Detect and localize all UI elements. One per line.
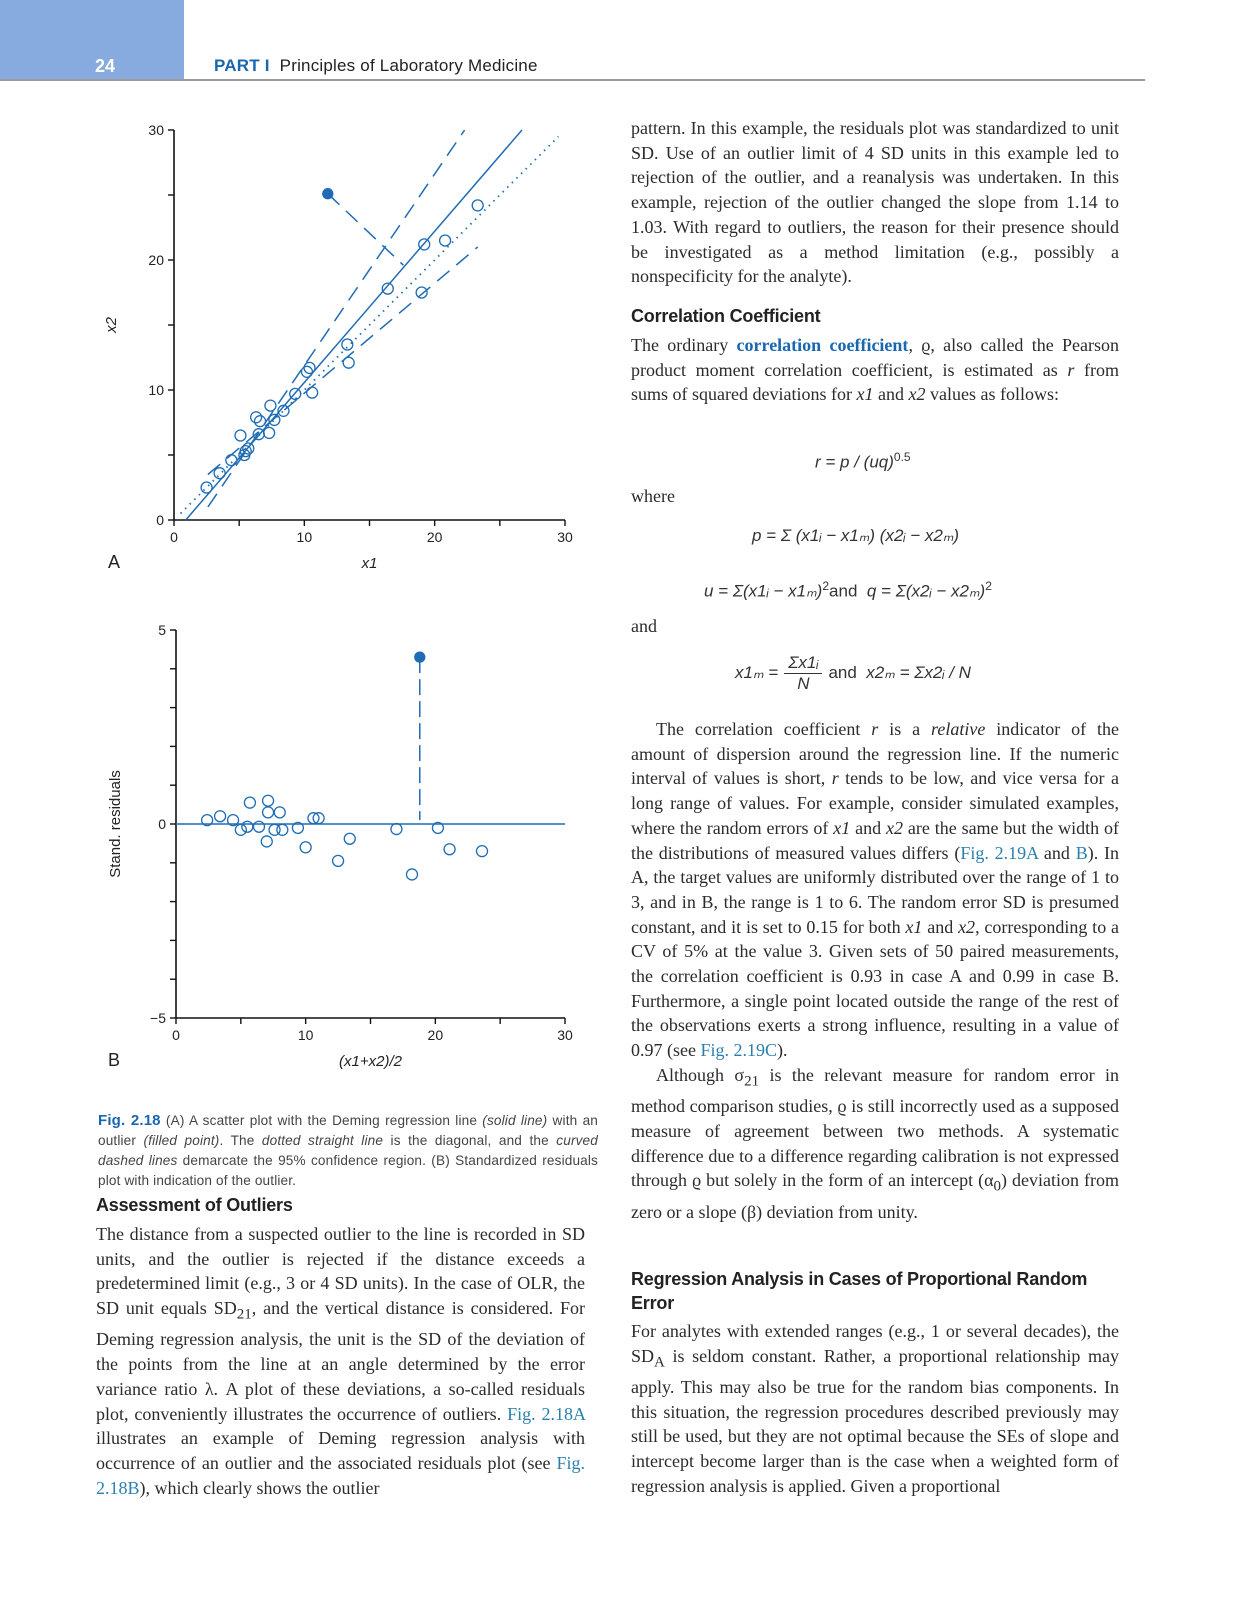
fig-link-2-19c[interactable]: Fig. 2.19C — [700, 1040, 778, 1061]
data-point — [391, 824, 402, 835]
correlation-discussion-paragraph: The correlation coefficient r is a relative indicator of the amount of dispersion around the regression line. If the numeric interval of values is short, r tends to be low, and vice versa for a long range of values. For example, consider simulated examples, where the random errors of x1 and x2 are the same but the width of the distributions of measured values differs (Fig. 2.19A and B). In A, the target values are uniformly distributed over the range of 1 to 3, and in B, the range is 1 to 6. The random error SD is presumed constant, and it is set to 0.15 for both x1 and x2, corresponding to a CV of 5% at the value 3. Given sets of 50 paired measurements, the correlation coefficient is 0.93 in case A and 0.99 in case B. Furthermore, a single point located outside the range of the rest of the observations exerts a strong influence, resulting in a value of 0.97 (see Fig. 2.19C). Although $\sigma_{21}$ is the relevant measure for random error in method comparison studies, ϱ is still incorrectly used as a supposed measure of agreement between two methods. A systematic difference due to a difference regarding calibration is not expressed through ϱ but solely in the form of an intercept $(\alpha_0)$ deviation from zero or a slope (β) deviation from unity. — [631, 719, 1120, 1222]
and-label: and — [631, 616, 657, 636]
outliers-paragraph: The distance from a suspected outlier to the line is recorded in SD units, and the outlier is rejected if the distance exceeds a predetermined limit (e.g., 3 or 4 SD units). In the case of OLR, the SD unit equals $SD_{21}$, and the vertical distance is considered. For Deming regression analysis, the unit is the SD of the deviation of the points from the line at an angle determined by the error variance ratio λ. A plot of these deviations, a so-called residuals plot, conveniently illustrates the occurrence of outliers. Fig. 2.18A illustrates an example of Deming regression analysis with occurrence of an outlier and the associated residuals plot (see Fig. 2.18B), which clearly shows the outlier — [96, 1224, 585, 1498]
section-heading-outliers: Assessment of Outliers — [96, 1195, 293, 1215]
data-point — [263, 795, 274, 806]
section-heading-proportional-error: Regression Analysis in Cases of Proportional Random Error — [631, 1269, 1088, 1313]
data-point — [274, 807, 285, 818]
confidence-band-line — [208, 247, 478, 475]
data-point — [235, 824, 246, 835]
term-correlation-coefficient[interactable]: correlation coefficient — [736, 335, 909, 355]
y-axis-label: x2 — [103, 317, 120, 333]
regression-line — [186, 130, 522, 520]
fig-link-2-18a[interactable]: Fig. 2.18A — [507, 1403, 585, 1424]
residuals-plot-b — [90, 610, 590, 1080]
figure-label: Fig. 2.18 — [98, 1112, 161, 1129]
x-tick-label: 30 — [557, 529, 573, 545]
x-tick-label: 0 — [172, 1027, 180, 1043]
diagonal-line — [181, 137, 559, 514]
x-axis-label: x1 — [361, 555, 378, 572]
data-point — [277, 824, 288, 835]
confidence-band-line — [208, 130, 465, 507]
data-point — [333, 855, 344, 866]
fig-link-2-18b[interactable]: Fig. 2.18B — [96, 1452, 585, 1498]
y-tick-label: 5 — [158, 622, 166, 638]
equation-r: r = p / (uq)$^{0.5}$ — [815, 450, 911, 472]
where-label: where — [631, 486, 675, 506]
header-rule — [0, 79, 1145, 81]
data-point — [264, 427, 275, 438]
chart-panel-b — [90, 610, 590, 1080]
x-tick-label: 10 — [297, 1027, 314, 1043]
outliers-continuation-paragraph: pattern. In this example, the residuals plot was standardized to unit SD. Use of an outlier limit of 4 SD units in this example led to rejection of the outlier, and a reanalysis was undertaken. In this example, rejection of the outlier changed the slope from 1.14 to 1.03. With regard to outliers, the reason for their presence should be investigated as a method limitation (e.g., possibly a nonspecificity for the analyte). — [631, 118, 1119, 287]
part-label: PART I — [214, 56, 270, 75]
data-point — [440, 235, 451, 246]
data-point — [244, 797, 255, 808]
panel-label: B — [108, 1050, 121, 1070]
x-tick-label: 20 — [426, 529, 443, 545]
y-tick-label: 10 — [148, 382, 164, 398]
x-tick-label: 20 — [427, 1027, 444, 1043]
chart-panel-a — [90, 110, 590, 590]
equation-p: p = Σ (x1ᵢ − x1ₘ) (x2ᵢ − x2ₘ) — [752, 526, 960, 545]
equation-u-q: u = Σ(x1ᵢ − x1ₘ)$^2$and q = Σ(x2ᵢ − x2ₘ)$^2$ — [704, 579, 992, 601]
data-point — [477, 846, 488, 857]
data-point — [472, 200, 483, 211]
x-tick-label: 10 — [296, 529, 313, 545]
page-number: 24 — [95, 56, 116, 76]
part-title: Principles of Laboratory Medicine — [279, 56, 538, 75]
data-point — [416, 287, 427, 298]
outlier-distance-line — [328, 194, 404, 266]
figure-caption: Fig. 2.18 (A) A scatter plot with the Deming regression line (solid line) with an outlier (filled point). The dotted straight line is the diagonal, and the curved dashed lines demarcate the 95% confidence region. (B) Standardized residuals plot with indication of the outlier. — [98, 1112, 599, 1188]
correlation-intro-paragraph: The ordinary correlation coefficient, ϱ, also called the Pearson product moment correlation coefficient, is estimated as r from sums of squared deviations for x1 and x2 values as follows: — [631, 335, 1119, 405]
y-tick-label: 20 — [148, 252, 164, 268]
scatter-plot-a — [90, 110, 590, 590]
data-point — [253, 821, 264, 832]
data-point — [307, 387, 318, 398]
data-point — [261, 836, 272, 847]
proportional-error-paragraph: For analytes with extended ranges (e.g., 1 or several decades), the $SD_A$ is seldom constant. Rather, a proportional relationship may apply. This may also be true for the random bias components. In this situation, the regression procedures described previously may still be used, but they are not optimal because the SEs of slope and intercept become larger than is the case when a weighted form of regression analysis is applied. Given a proportional — [631, 1321, 1119, 1496]
y-axis-label: Stand. residuals — [107, 770, 124, 878]
data-point — [235, 430, 246, 441]
panel-label: A — [108, 552, 121, 572]
fig-link-2-19b[interactable]: B — [1075, 842, 1088, 863]
y-tick-label: −5 — [150, 1010, 166, 1026]
y-tick-label: 30 — [148, 122, 164, 138]
x-axis-label: (x1+x2)/2 — [339, 1053, 402, 1070]
data-point — [215, 811, 226, 822]
x-tick-label: 30 — [557, 1027, 573, 1043]
data-point — [242, 821, 253, 832]
data-point — [263, 807, 274, 818]
header-band — [0, 0, 184, 80]
y-tick-label: 0 — [156, 512, 164, 528]
y-tick-label: 0 — [158, 816, 166, 832]
data-point — [226, 455, 237, 466]
section-heading-correlation: Correlation Coefficient — [631, 306, 821, 326]
fig-link-2-19a[interactable]: Fig. 2.19A — [960, 842, 1039, 863]
data-point — [265, 400, 276, 411]
data-point — [344, 833, 355, 844]
data-point — [406, 869, 417, 880]
equation-means: x1ₘ = $\frac{\text{Σx1ᵢ}}{N}$ and x2ₘ = Σx2ᵢ / N — [735, 653, 971, 693]
data-point — [300, 842, 311, 853]
data-point — [444, 844, 455, 855]
x-tick-label: 0 — [170, 529, 178, 545]
running-head — [214, 56, 538, 76]
